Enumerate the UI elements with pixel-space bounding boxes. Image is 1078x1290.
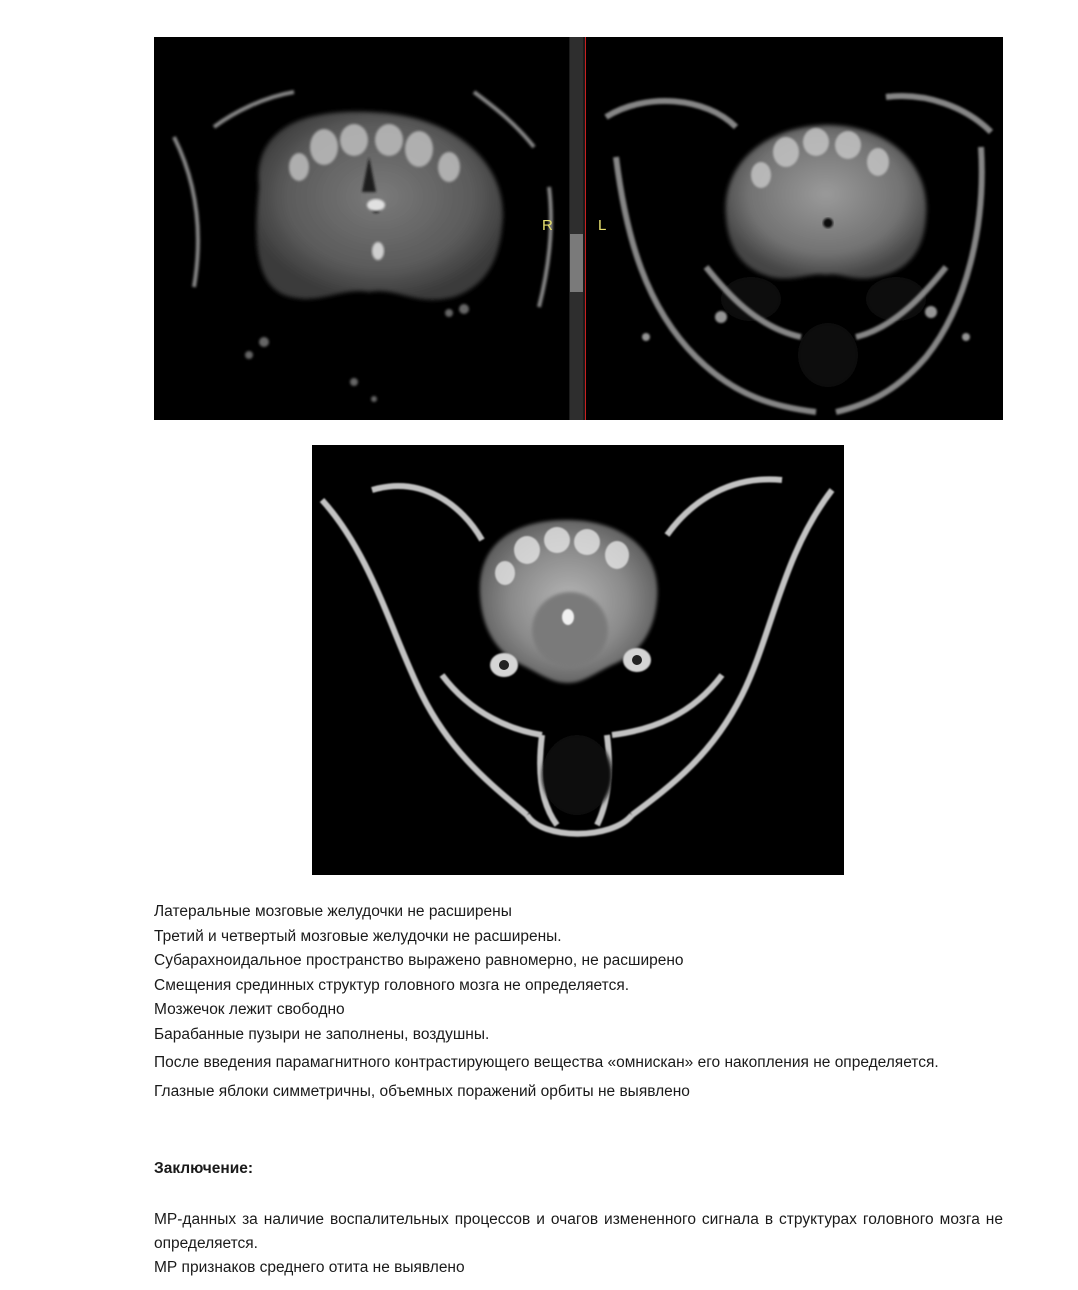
finding-line: Третий и четвертый мозговые желудочки не расширены. <box>154 927 562 945</box>
scroll-thumb[interactable] <box>570 234 583 292</box>
finding-line: Латеральные мозговые желудочки не расширены <box>154 903 512 920</box>
conclusion-line: МР-данных за наличие воспалительных процессов и очагов измененного сигнала в структурах головного мозга не определяется. <box>154 1211 1003 1252</box>
finding-line: Субарахноидальное пространство выражено равномерно, не расширено <box>154 952 684 969</box>
finding-line: Мозжечок лежит свободно <box>154 1001 345 1018</box>
mri-image-bottom <box>312 445 844 875</box>
conclusion-text <box>154 1208 1003 1280</box>
conclusion-line: МР признаков среднего отита не выявлено <box>154 1259 465 1276</box>
mri-image-top-left <box>154 37 570 420</box>
mri-image-top-right <box>586 37 1003 420</box>
finding-line: Барабанные пузыри не заполнены, воздушны. <box>154 1025 490 1043</box>
finding-line: После введения парамагнитного контрастирующего вещества «омнискан» его накопления не определяется. <box>154 1054 939 1071</box>
finding-line: Смещения срединных структур головного мозга не определяется. <box>154 976 630 994</box>
viewer-divider[interactable] <box>569 37 586 420</box>
mri-brain-scan-icon <box>154 37 570 420</box>
mri-brain-scan-icon <box>312 445 844 875</box>
mri-brain-scan-icon <box>586 37 1003 420</box>
findings-list <box>154 900 1004 1105</box>
scroll-track[interactable] <box>570 37 583 420</box>
finding-line: Глазные яблоки симметричны, объемных поражений орбиты не выявлено <box>154 1083 690 1100</box>
conclusion-heading: Заключение: <box>154 1160 254 1177</box>
orientation-marker-right: R <box>542 217 553 234</box>
orientation-marker-left: L <box>598 217 607 234</box>
